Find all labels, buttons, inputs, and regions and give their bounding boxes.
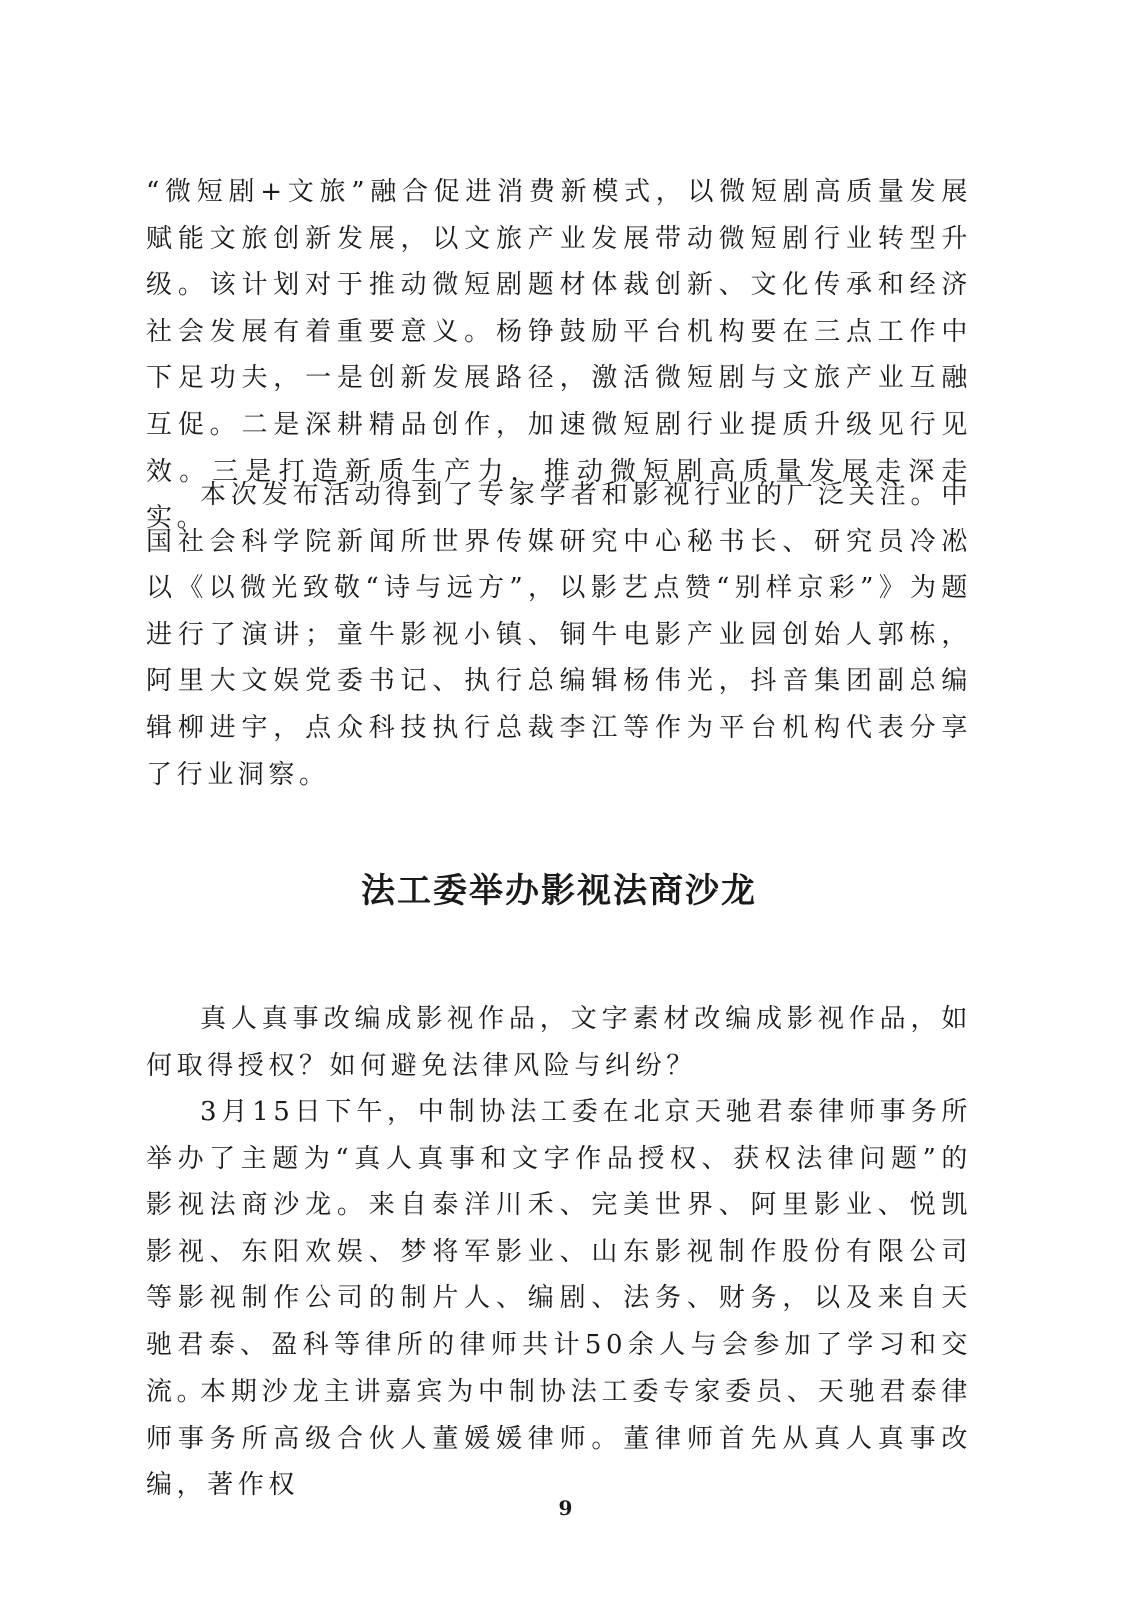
paragraph-release-event: 本次发布活动得到了专家学者和影视行业的广泛关注。中国社会科学院新闻所世界传媒研究中心秘书长、研究员冷凇以《以微光致敬“诗与远方”，以影艺点赞“别样京彩”》为题进行了演讲；童牛影视小镇、铜牛电影产业园创始人郭栋，阿里大文娱党委书记、执行总编辑杨伟光，抖音集团副总编辑柳进宇，点众科技执行总裁李江等作为平台机构代表分享了行业洞察。	[146, 480, 972, 790]
page-number: 9	[558, 1496, 573, 1520]
paragraph-continued: “微短剧+文旅”融合促进消费新模式，以微短剧高质量发展赋能文旅创新发展，以文旅产业发展带动微短剧行业转型升级。该计划对于推动微短剧题材体裁创新、文化传承和经济社会发展有着重要意义。杨铮鼓励平台机构要在三点工作中下足功夫，一是创新发展路径，激活微短剧与文旅产业互融互促。二是深耕精品创作，加速微短剧行业提质升级见行见效。三是打造新质生产力，推动微短剧高质量发展走深走实。	[146, 177, 972, 534]
paragraph-speaker: 本期沙龙主讲嘉宾为中制协法工委专家委员、天驰君泰律师事务所高级合伙人董媛媛律师。董律师首先从真人真事改编，著作权	[146, 1377, 972, 1501]
paragraph-intro-question: 真人真事改编成影视作品，文字素材改编成影视作品，如何取得授权？如何避免法律风险与纠纷？	[146, 1004, 972, 1081]
paragraph-salon-event: 3月15日下午，中制协法工委在北京天驰君泰律师事务所举办了主题为“真人真事和文字作品授权、获权法律问题”的影视法商沙龙。来自泰洋川禾、完美世界、阿里影业、悦凯影视、东阳欢娱、梦将军影业、山东影视制作股份有限公司等影视制作公司的制片人、编剧、法务、财务，以及来自天驰君泰、盈科等律所的律师共计50余人与会参加了学习和交流。	[146, 1097, 972, 1407]
section-title: 法工委举办影视法商沙龙	[361, 871, 757, 911]
